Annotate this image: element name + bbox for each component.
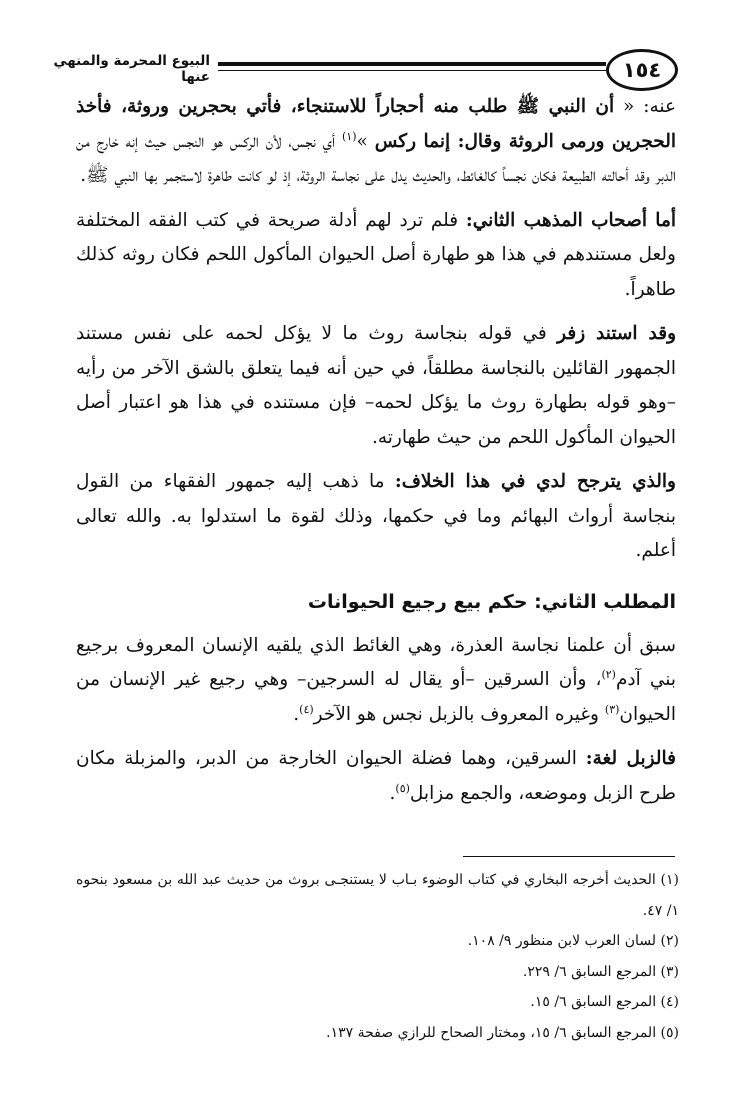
paragraph-lead: فالزبل لغة: xyxy=(585,748,676,769)
footnote-separator xyxy=(463,856,675,857)
text-run: . xyxy=(389,782,396,804)
footnote-5: (٥) المرجع السابق ٦/ ١٥، ومختار الصحاح للرازي صفحة ١٣٧. xyxy=(326,1024,679,1041)
footnote-1: (١) الحديث أخرجه البخاري في كتاب الوضوء بـاب لا يستنجـى بروث من حديث عبد الله بن مسعود بنحوه ١/ ٤٧. xyxy=(76,872,679,919)
main-text xyxy=(76,90,676,821)
footnote-ref: (٤) xyxy=(299,702,314,716)
running-title: البيوع المحرمة والمنهي عنها xyxy=(53,53,210,85)
section-title: المطلب الثاني: حكم بيع رجيع الحيوانات xyxy=(307,590,676,613)
footnote-ref: (٢) xyxy=(601,667,616,681)
paragraph-definition xyxy=(76,742,676,811)
paragraph-hadith xyxy=(76,90,676,194)
paragraph-lead: والذي يترجح لدي في هذا الخلاف: xyxy=(394,471,676,492)
header-rule-thin xyxy=(218,70,606,71)
page-number: ١٥٤ xyxy=(606,49,678,91)
text-run: عنه: « xyxy=(614,96,676,117)
paragraph-zufar xyxy=(76,317,676,455)
footnote-2: (٢) لسان العرب لابن منظور ٩/ ١٠٨. xyxy=(467,933,679,949)
text-run: سبق أن علمنا نجاسة العذرة، وهي الغائط الذي يلقيه الإنسان المعروف برجيع بني آدم xyxy=(76,634,676,690)
paragraph-text: في قوله بنجاسة روث ما لا يؤكل لحمه على نفس مستند الجمهور القائلين بالنجاسة مطلقاً، في حين أنه فيما يتعلق بالشق الآخر من رأيه –وهو قوله بطهارة روث ما يؤكل لحمه– فإن مستنده في هذا هو اعتبار أصل الحيوان المأكول اللحم من حيث طهارته. xyxy=(76,323,676,448)
header-rule-thick xyxy=(218,62,606,66)
footnote-ref: (١) xyxy=(341,129,357,143)
footnote-4: (٤) المرجع السابق ٦/ ١٥. xyxy=(530,994,679,1010)
text-run: » xyxy=(356,130,375,152)
text-run: ، وأن السرقين –أو يقال له السرجين– وهي رجيع غير الإنسان من الحيوان xyxy=(76,669,676,725)
paragraph-second-school xyxy=(76,204,676,308)
paragraph-intro xyxy=(76,629,676,733)
text-run: وغيره المعروف بالزبل نجس هو الآخر xyxy=(313,703,605,725)
footnote-ref: (٥) xyxy=(395,781,410,795)
footnotes xyxy=(76,865,679,1048)
footnote-3: (٣) المرجع السابق ٦/ ٢٢٩. xyxy=(522,963,679,980)
hadith-quote: أن النبي ﷺ طلب منه أحجاراً للاستنجاء، فأتي بحجرين وروثة، فأخذ الحجرين ورمى الروثة وقال: إنما ركس xyxy=(76,96,676,152)
text-run: . xyxy=(293,703,300,725)
page-header xyxy=(28,45,678,95)
paragraph-lead: وقد استند زفر xyxy=(557,323,676,344)
paragraph-text: فلم ترد لهم أدلة صريحة في كتب الفقه المختلفة ولعل مستندهم في هذا هو طهارة أصل الحيوان المأكول اللحم فكان روثه كذلك طاهراً. xyxy=(76,209,676,300)
text-run: أي نجس، لأن الركس هو النجس حيث إنه خارج من الدبر وقد أحالته الطبيعة فكان نجساً كالغائط، والحديث يدل على نجاسة الروثة، إذ لو كانت طاهرة لاستجمر بها النبي ﷺ. xyxy=(76,130,676,186)
footnote-ref: (٣) xyxy=(604,702,620,716)
paragraph-text: ما ذهب إليه جمهور الفقهاء من القول بنجاسة أرواث البهائم وما في حكمها، وذلك لقوة ما استدلوا به. والله تعالى أعلم. xyxy=(76,471,676,561)
paragraph-lead: أما أصحاب المذهب الثاني: xyxy=(465,209,676,231)
paragraph-preferred-view xyxy=(76,465,676,569)
paragraph-text: السرقين، وهما فضلة الحيوان الخارجة من الدبر، والمزبلة مكان طرح الزبل وموضعه، والجمع مزابل xyxy=(76,748,676,804)
